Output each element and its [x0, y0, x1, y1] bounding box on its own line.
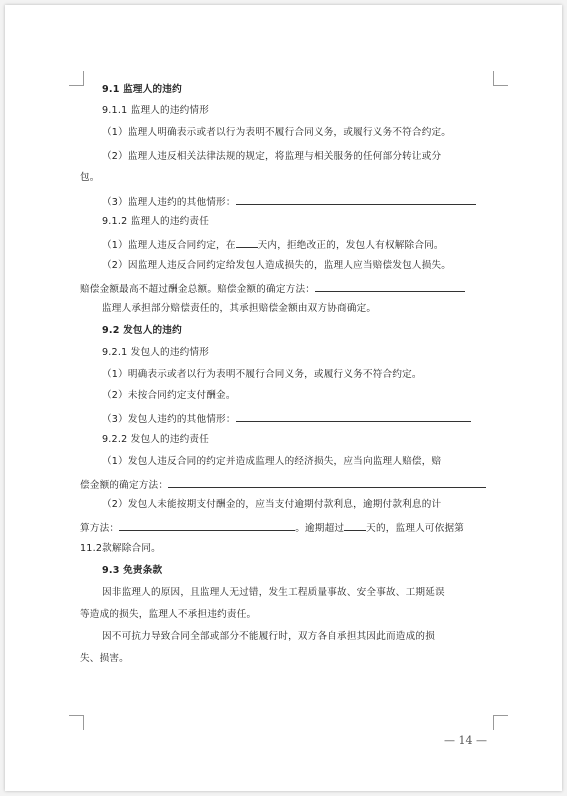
paragraph-9-3-1: 因非监理人的原因，且监理人无过错，发生工程质量事故、安全事故、工期延误	[102, 587, 445, 598]
margin-corner-bottom-left	[69, 715, 84, 730]
paragraph-9-2-1-2: （2）未按合同约定支付酬金。	[102, 390, 236, 401]
paragraph-9-1-1-1: （1）监理人明确表示或者以行为表明不履行合同义务，或履行义务不符合约定。	[102, 127, 452, 138]
text: （3）发包人违约的其他情形：	[102, 414, 236, 425]
fill-in-blank[interactable]	[236, 411, 471, 422]
fill-in-blank[interactable]	[168, 477, 486, 488]
heading-9-2: 9.2 发包人的违约	[102, 325, 182, 336]
fill-in-blank[interactable]	[119, 520, 295, 531]
paragraph-9-2-2-1-cont	[80, 477, 486, 493]
paragraph-9-3-1-cont: 等造成的损失，监理人不承担违约责任。	[80, 609, 257, 620]
margin-corner-bottom-right	[493, 715, 508, 730]
paragraph-9-1-2-1	[102, 237, 444, 253]
paragraph-9-2-1-1: （1）明确表示或者以行为表明不履行合同义务，或履行义务不符合约定。	[102, 369, 422, 380]
heading-9-1-2: 9.1.2 监理人的违约责任	[102, 216, 210, 227]
paragraph-9-3-2-cont: 失、损害。	[80, 653, 129, 664]
paragraph-9-2-2-2-end: 11.2款解除合同。	[80, 543, 161, 554]
text: （1）监理人违反合同约定，在	[102, 240, 236, 251]
heading-9-1-1: 9.1.1 监理人的违约情形	[102, 105, 210, 116]
paragraph-9-1-2-3: 监理人承担部分赔偿责任的，其承担赔偿金额由双方协商确定。	[102, 303, 377, 314]
heading-9-3: 9.3 免责条款	[102, 565, 163, 576]
paragraph-9-1-1-2-cont: 包。	[80, 172, 100, 183]
text: 。逾期超过	[295, 523, 345, 534]
text: 算方法：	[80, 523, 120, 534]
document-page	[5, 5, 562, 791]
page-number: — 14 —	[444, 734, 487, 747]
paragraph-9-2-1-3	[102, 411, 471, 427]
paragraph-9-2-2-2: （2）发包人未能按期支付酬金的，应当支付逾期付款利息，逾期付款利息的计	[102, 499, 442, 510]
text: 天内，拒绝改正的，发包人有权解除合同。	[257, 240, 444, 251]
fill-in-blank-days[interactable]	[344, 520, 366, 531]
heading-9-1: 9.1 监理人的违约	[102, 84, 182, 95]
text: （3）监理人违约的其他情形：	[102, 197, 236, 208]
paragraph-9-3-2: 因不可抗力导致合同全部或部分不能履行时，双方各自承担其因此而造成的损	[102, 631, 435, 642]
heading-9-2-1: 9.2.1 发包人的违约情形	[102, 347, 210, 358]
fill-in-blank[interactable]	[315, 281, 465, 292]
paragraph-9-1-1-2: （2）监理人违反相关法律法规的规定，将监理与相关服务的任何部分转让或分	[102, 151, 442, 162]
text: 天的，监理人可依据第	[366, 523, 465, 534]
text: 偿金额的确定方法：	[80, 480, 169, 491]
paragraph-9-2-2-1: （1）发包人违反合同的约定并造成监理人的经济损失，应当向监理人赔偿，赔	[102, 456, 442, 467]
paragraph-9-1-2-2-cont	[80, 281, 465, 297]
paragraph-9-2-2-2-cont	[80, 520, 464, 536]
text: 赔偿金额最高不超过酬金总额。赔偿金额的确定方法：	[80, 284, 316, 295]
paragraph-9-1-2-2: （2）因监理人违反合同约定给发包人造成损失的，监理人应当赔偿发包人损失。	[102, 260, 452, 271]
heading-9-2-2: 9.2.2 发包人的违约责任	[102, 434, 210, 445]
margin-corner-top-left	[69, 71, 84, 86]
margin-corner-top-right	[493, 71, 508, 86]
fill-in-blank-days[interactable]	[236, 237, 258, 248]
paragraph-9-1-1-3	[102, 194, 476, 210]
fill-in-blank[interactable]	[236, 194, 476, 205]
